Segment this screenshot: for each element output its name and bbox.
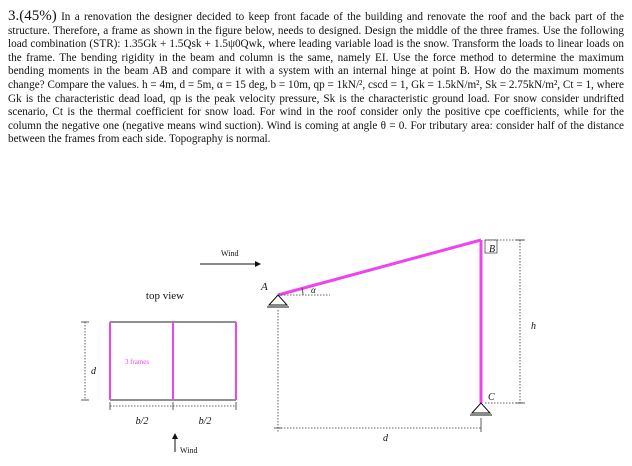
half-b-right-label: b/2 (198, 416, 212, 427)
top-view-title: top view (145, 290, 185, 302)
problem-number: 3.(45%) (8, 8, 57, 24)
support-c (470, 403, 492, 415)
side-view-wind-label: Wind (221, 249, 239, 258)
point-b-label: B (489, 244, 496, 255)
side-view-d-label: d (383, 433, 388, 444)
point-a-label: A (261, 281, 268, 293)
h-label: h (531, 321, 536, 332)
h-dimension (485, 240, 525, 403)
support-a (267, 295, 289, 307)
point-c-label: C (488, 392, 495, 403)
frame-beam-ab (278, 240, 481, 295)
top-view-b-dimension (110, 402, 236, 410)
d-dimension (274, 310, 481, 432)
half-b-left-label: b/2 (135, 416, 149, 427)
top-view-d-dimension (81, 322, 89, 400)
problem-text: In a renovation the designer decided to keep front facade of the building and renovate the roof and the back part of the structure. Therefore, a frame as shown in the figure below, needs to designed. Design the middle of the three frames. Use the following load combination (STR): 1.35Gk + 1.5Qsk + 1.5ψ0Qwk, where leading variable load is the snow. Transform the loads to linear loads on the frame. The bending rigidity in the beam and column is the same, namely EI. Use the force method to determine the maximum bending moments in the beam AB and compare it with a system with an internal hinge at point B. How do the maximum moments change? Compare the values. h = 4m, d = 5m, α = 15 deg, b = 10m, qp = 1kN/², cscd = 1, Gk = 1.5kN/m², Sk = 2.75kN/m², Ct = 1, where Gk is the characteristic dead load, qp is the peak velocity pressure, Sk is the characteristic ground load. For snow consider undrifted scenario, Ct is the thermal coefficient for snow load. For wind in the roof consider only the positive cpe coefficients, while for the column the negative one (negative means wind suction). Wind is coming at angle θ = 0. For tributary area: consider half of the distance between the frames from each side. Topography is normal. (8, 11, 624, 146)
angle-alpha-label: α (311, 285, 316, 295)
top-view-wind-label: Wind (180, 446, 198, 455)
frames-label: 3 frames (124, 358, 150, 366)
top-view-d-label: d (91, 366, 96, 377)
